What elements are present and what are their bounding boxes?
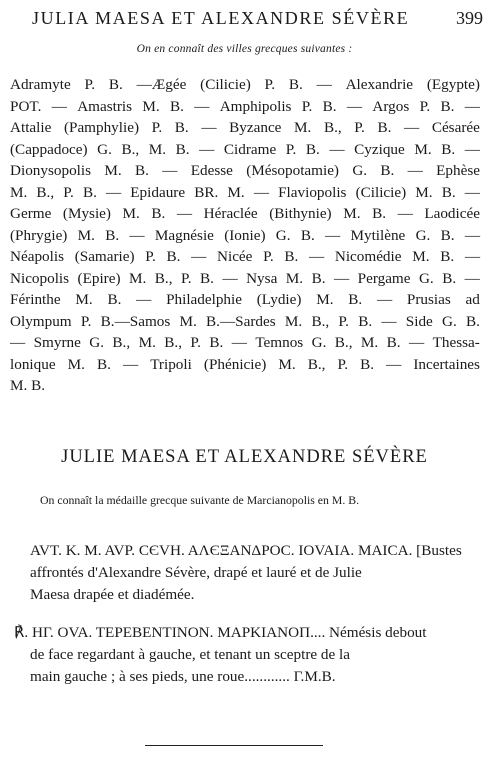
- list-word: (Bithynie): [269, 205, 332, 222]
- list-word: Nicée: [217, 248, 253, 265]
- list-word: M.: [343, 205, 361, 222]
- list-word: Alexandrie: [345, 76, 414, 93]
- list-word: Héraclée: [203, 205, 258, 222]
- list-word: Dionysopolis: [10, 162, 92, 179]
- list-word: G.: [311, 334, 327, 351]
- list-word: B.,: [36, 183, 55, 201]
- list-line: [10, 182, 480, 204]
- list-word: Pergame: [357, 269, 411, 287]
- list-word: (Phrygie): [10, 226, 68, 244]
- list-word: M.: [179, 312, 197, 330]
- list-word: —: [407, 162, 423, 179]
- list-word: —: [194, 97, 210, 115]
- entry-line: affrontés d'Alexandre Sévère, drapé et lauré et de Julie: [30, 564, 362, 581]
- list-word: Prusias: [406, 291, 451, 308]
- running-title: JULIA MAESA ET ALEXANDRE SÉVÈRE: [32, 8, 410, 28]
- list-word: (Mysie): [62, 205, 111, 222]
- list-word: B.: [200, 269, 214, 287]
- list-word: Adramyte: [10, 76, 71, 93]
- list-word: (Samarie): [74, 248, 135, 265]
- list-word: M.: [294, 119, 312, 136]
- list-word: B.: [322, 97, 337, 115]
- list-word: Ephèse: [436, 162, 480, 179]
- list-word: B.—Sardes: [206, 312, 276, 330]
- list-word: (Cilicie): [200, 76, 251, 93]
- list-word: Magnésie: [154, 226, 214, 244]
- list-word: P.: [354, 119, 365, 136]
- list-word: Thessa-: [432, 334, 480, 351]
- list-word: B.: [108, 76, 123, 93]
- entry-line: ℟. ΗΓ. OVA. TEPEBENTINON. MAPKIANOΠ.... Némésis debout: [14, 624, 427, 641]
- list-word: B.: [96, 355, 111, 373]
- list-word: M.: [227, 183, 245, 201]
- list-word: Amastris: [77, 97, 133, 115]
- list-word: (Phénicie): [203, 355, 267, 373]
- list-word: Laodicée: [424, 205, 480, 222]
- list-word: —: [201, 119, 217, 136]
- list-word: B.: [441, 140, 456, 158]
- list-word: P.: [285, 140, 297, 158]
- list-word: P.: [419, 97, 431, 115]
- list-word: B.: [288, 76, 303, 93]
- list-word: (Cilicie): [355, 183, 407, 201]
- list-word: B.: [440, 226, 455, 244]
- list-word: M.: [122, 205, 140, 222]
- list-word: Incertaines: [413, 355, 480, 373]
- list-word: P.: [190, 334, 201, 351]
- list-word: Flaviopolis: [278, 183, 347, 201]
- list-word: Temnos: [255, 334, 304, 351]
- list-word: B.: [169, 97, 184, 115]
- list-word: (Pamphylie): [63, 119, 140, 136]
- list-word: —: [129, 226, 145, 244]
- list-word: Olympum: [10, 312, 72, 330]
- list-word: B.: [166, 248, 181, 265]
- list-line: [10, 160, 480, 182]
- list-word: Smyrne: [33, 334, 81, 351]
- coin-entry-obverse: [30, 540, 480, 606]
- list-word: M.: [104, 162, 122, 179]
- list-word: P.: [337, 355, 349, 373]
- section-subtitle: On en connaît des villes grecques suivantes :: [136, 43, 353, 55]
- list-word: (Ionie): [224, 226, 266, 244]
- list-word: (Cappadoce): [10, 140, 88, 158]
- list-word: Césarée: [431, 119, 480, 136]
- list-line: [10, 354, 480, 376]
- list-word: Edesse: [190, 162, 233, 179]
- list-word: —: [10, 334, 26, 351]
- list-word: —: [464, 248, 480, 265]
- list-word: —: [122, 355, 139, 373]
- list-word: G.: [415, 226, 431, 244]
- list-word: —: [381, 312, 397, 330]
- list-word: M.: [360, 334, 379, 351]
- list-word: (Egypte): [426, 76, 480, 93]
- list-word: B.: [82, 183, 97, 201]
- list-word: M.: [412, 248, 430, 265]
- list-word: G.: [442, 312, 457, 330]
- list-word: (Mésopotamie): [246, 162, 339, 179]
- list-word: G.: [97, 140, 112, 158]
- list-word: Amphipolis: [219, 97, 292, 115]
- list-word: —: [464, 269, 480, 287]
- list-word: —: [136, 291, 152, 308]
- list-word: G.: [352, 162, 368, 179]
- running-header: [14, 8, 483, 34]
- list-line: [10, 96, 480, 118]
- list-word: M.: [77, 226, 95, 244]
- list-word: —: [386, 355, 402, 373]
- list-word: B.: [440, 97, 455, 115]
- list-word: Germe: [10, 205, 52, 222]
- list-word: Side: [405, 312, 433, 330]
- list-word: P.: [63, 183, 74, 201]
- list-word: B.: [311, 269, 326, 287]
- list-word: M. B.: [10, 377, 46, 394]
- list-word: —: [333, 269, 350, 287]
- list-word: (Epire): [77, 269, 121, 287]
- list-word: Philadelphie: [166, 291, 242, 308]
- list-word: —: [329, 140, 345, 158]
- list-line: [10, 311, 480, 333]
- list-line: [10, 117, 480, 139]
- list-word: M.: [148, 140, 167, 158]
- list-word: P.: [145, 248, 156, 265]
- list-word: —: [404, 119, 420, 136]
- list-word: B.: [175, 140, 190, 158]
- list-word: —: [408, 334, 425, 351]
- city-list: [10, 74, 480, 397]
- list-word: —: [316, 76, 332, 93]
- list-word: M.: [316, 291, 334, 308]
- list-word: P.: [338, 312, 349, 330]
- list-word: M.: [67, 355, 85, 373]
- list-word: Nysa: [246, 269, 278, 287]
- list-word: B.: [284, 248, 299, 265]
- list-word: —: [464, 226, 480, 244]
- list-word: —: [464, 97, 480, 115]
- list-word: —: [191, 248, 207, 265]
- list-word: B.—Samos: [100, 312, 171, 330]
- section-intro: On connaît la médaille grecque suivante de Marcianopolis en M. B.: [40, 493, 360, 507]
- list-word: P.: [263, 248, 274, 265]
- list-word: P.: [151, 119, 163, 136]
- list-word: —Ægée: [136, 76, 187, 93]
- list-word: B.: [386, 334, 401, 351]
- list-word: B.: [209, 334, 224, 351]
- list-word: ad: [465, 291, 480, 308]
- list-word: Tripoli: [150, 355, 192, 373]
- list-word: Mytilène: [350, 226, 406, 244]
- list-word: B.,: [311, 312, 330, 330]
- list-word: P.: [301, 97, 313, 115]
- coin-entry-reverse: [14, 622, 484, 688]
- list-word: M.: [10, 183, 28, 201]
- list-word: —: [308, 248, 325, 265]
- list-word: B.,: [121, 140, 140, 158]
- list-line: [10, 74, 480, 96]
- list-word: Cidrame: [223, 140, 277, 158]
- list-word: —: [222, 269, 238, 287]
- list-word: B.: [107, 291, 122, 308]
- list-word: B.: [300, 226, 315, 244]
- list-word: B.: [440, 248, 455, 265]
- list-line: [10, 268, 480, 290]
- list-word: B.: [151, 205, 166, 222]
- list-word: P.: [84, 76, 96, 93]
- list-word: Néapolis: [10, 248, 64, 265]
- page-number: 399: [456, 8, 483, 28]
- list-word: lonique: [10, 355, 56, 373]
- list-word: B.,: [307, 355, 326, 373]
- list-word: G.: [275, 226, 291, 244]
- list-word: —: [51, 97, 67, 115]
- entry-line: Maesa drapée et diadémée.: [30, 586, 195, 603]
- list-word: P.: [264, 76, 276, 93]
- list-word: —: [464, 183, 480, 201]
- list-word: B.,: [154, 269, 173, 287]
- list-word: P.: [80, 312, 92, 330]
- list-word: B.,: [323, 119, 342, 136]
- list-word: —: [325, 226, 341, 244]
- list-word: B.,: [164, 334, 183, 351]
- list-word: —: [105, 183, 122, 201]
- list-word: Cyzique: [354, 140, 405, 158]
- list-word: B.: [360, 355, 375, 373]
- list-word: M.: [129, 269, 147, 287]
- list-word: M.: [278, 355, 296, 373]
- list-line: [10, 225, 480, 247]
- list-word: —: [464, 140, 480, 158]
- list-word: Byzance: [229, 119, 282, 136]
- list-word: —: [231, 334, 247, 351]
- list-word: B.: [442, 269, 457, 287]
- list-word: Attalie: [10, 119, 52, 136]
- list-word: B.: [174, 119, 189, 136]
- entry-line: main gauche ; à ses pieds, une roue............ Γ.M.B.: [30, 668, 336, 685]
- list-word: B.: [305, 140, 320, 158]
- list-word: M.: [414, 140, 432, 158]
- list-word: Férinthe: [10, 291, 61, 308]
- footer-rule: [145, 745, 323, 746]
- list-word: B.: [466, 312, 480, 330]
- list-word: B.: [380, 162, 395, 179]
- list-word: M.: [142, 97, 160, 115]
- list-word: B.: [348, 291, 363, 308]
- list-word: B.: [358, 312, 373, 330]
- list-word: —: [376, 291, 393, 308]
- list-word: Epidaure: [130, 183, 186, 201]
- list-word: Argos: [372, 97, 410, 115]
- list-word: M.: [285, 269, 304, 287]
- list-line: [10, 375, 480, 397]
- entry-line: de face regardant à gauche, et tenant un sceptre de la: [30, 646, 351, 663]
- list-word: M.: [284, 312, 303, 330]
- list-word: —: [397, 205, 413, 222]
- list-line: [10, 332, 480, 354]
- list-line: [10, 139, 480, 161]
- list-word: —: [199, 140, 215, 158]
- list-word: B.,: [334, 334, 353, 351]
- list-word: B.: [134, 162, 149, 179]
- list-word: M.: [138, 334, 156, 351]
- entry-line: AVT. K. M. AVP. CЄVH. AΛЄΞANΔPOC. IOVAIA. MAICA. [Bustes: [30, 542, 462, 559]
- list-line: [10, 203, 480, 225]
- list-word: Nicomédie: [334, 248, 402, 265]
- list-line: [10, 289, 480, 311]
- list-word: G.: [418, 269, 434, 287]
- list-word: B.: [105, 226, 120, 244]
- list-word: (Lydie): [256, 291, 302, 308]
- list-word: —: [346, 97, 363, 115]
- list-word: M.: [415, 183, 433, 201]
- list-word: G.: [89, 334, 105, 351]
- list-word: B.,: [112, 334, 131, 351]
- list-word: B.: [372, 205, 386, 222]
- list-word: —: [253, 183, 269, 201]
- list-word: POT.: [10, 97, 42, 115]
- list-word: BR.: [194, 183, 219, 201]
- list-line: [10, 246, 480, 268]
- list-word: —: [176, 205, 193, 222]
- section-title: JULIE MAESA ET ALEXANDRE SÉVÈRE: [61, 447, 428, 467]
- list-word: —: [162, 162, 178, 179]
- list-word: P.: [181, 269, 192, 287]
- list-word: B.: [377, 119, 392, 136]
- list-word: B.: [441, 183, 456, 201]
- list-word: Nicopolis: [10, 269, 70, 287]
- list-word: M.: [75, 291, 93, 308]
